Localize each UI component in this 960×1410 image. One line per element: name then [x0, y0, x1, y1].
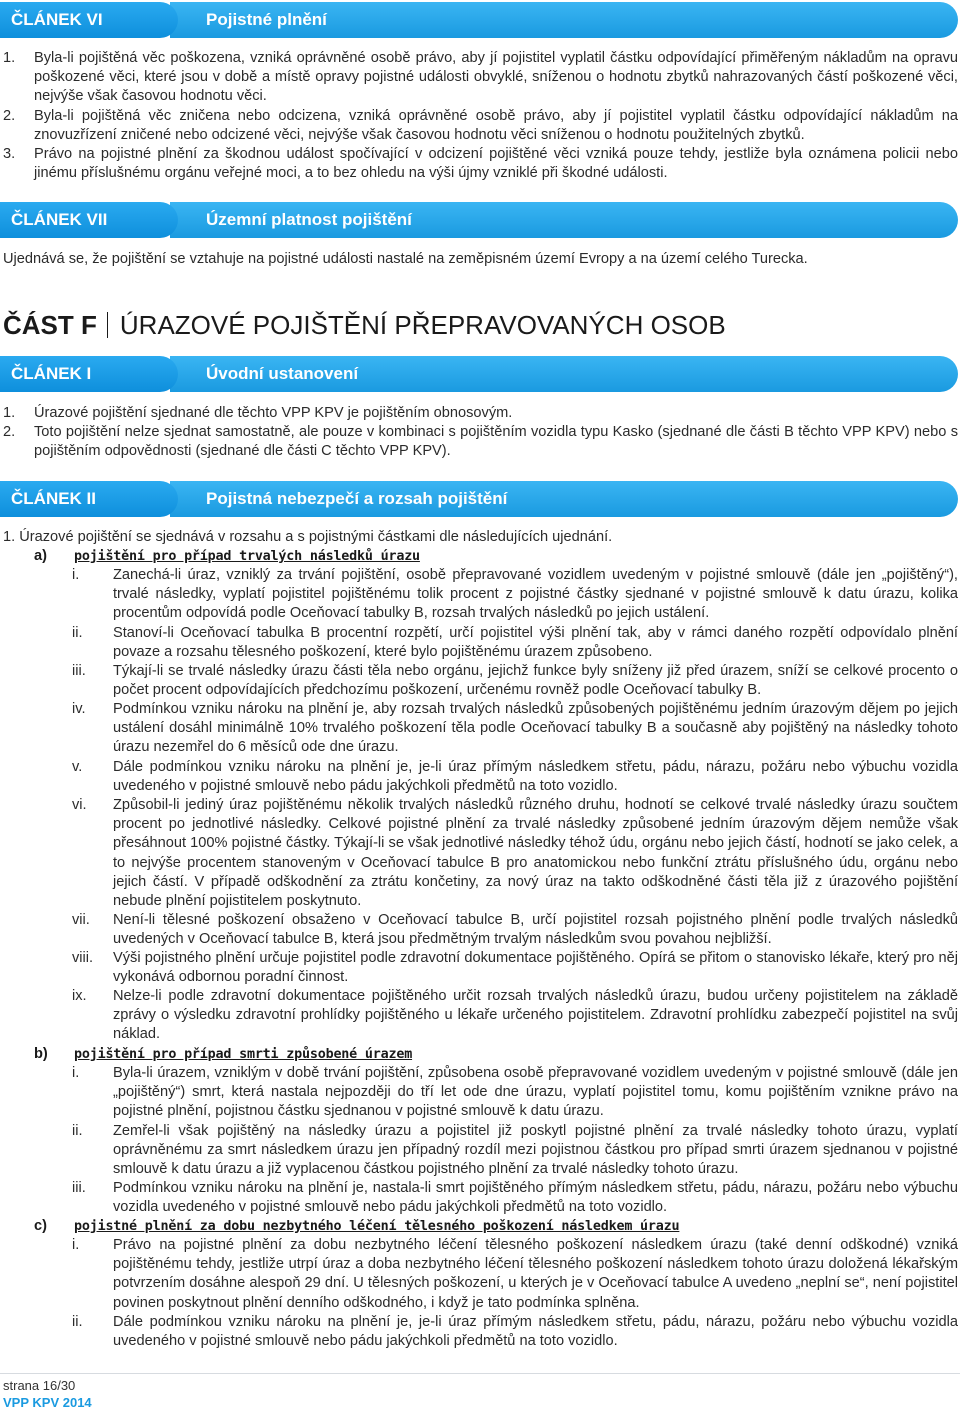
roman-number: ii.: [72, 625, 83, 641]
roman-text: Týkají-li se trvalé následky úrazu části těla nebo orgánu, jejichž funkce byly sníženy již před úrazem, sníží se celkové procento o počet procent odpovídajících předchozímu poškození, určenému rovněž podle Oceňovací tabulky B.: [113, 663, 958, 699]
article-ii-intro: 1. Úrazové pojištění se sjednává v rozsahu a s pojistnými částkami dle následujících ujednání.: [3, 529, 613, 545]
subsection-title: pojištění pro případ smrti způsobené úrazem: [74, 1047, 413, 1062]
roman-item: [72, 700, 958, 758]
roman-text: Dále podmínkou vzniku nároku na plnění je, je-li úraz přímým následkem střetu, pádu, nárazu, požáru nebo výbuchu vozidla uvedeného v pojistné smlouvě nebo pádu jakýchkoli předmětů na toto vozidlo.: [113, 759, 958, 795]
roman-item: [72, 1064, 958, 1122]
article-i-item: [3, 404, 958, 423]
article-vi-label: ČLÁNEK VI: [0, 2, 178, 38]
roman-item: [72, 1236, 958, 1313]
roman-item: [72, 1313, 958, 1351]
roman-number: iii.: [72, 1180, 86, 1196]
subsection-title: pojistné plnění za dobu nezbytného léčení tělesného poškození následkem úrazu: [74, 1219, 680, 1234]
part-divider: [107, 312, 108, 338]
roman-number: i.: [72, 1237, 80, 1253]
roman-item: [72, 624, 958, 662]
roman-text: Stanoví-li Oceňovací tabulka B procentní rozpětí, určí pojistitel výši plnění tak, aby v rámci daného rozpětí odpovídalo plnění povaze a rozsahu tělesného poškození, které bylo pojištěnému úrazem způsobeno.: [113, 625, 958, 661]
subsection-letter: a): [34, 548, 47, 564]
article-vi-header: [0, 2, 958, 38]
subsection-a-heading: [34, 547, 420, 566]
article-i-item: [3, 423, 958, 461]
roman-text: Právo na pojistné plnění za dobu nezbytného léčení tělesného poškození následkem úrazu (také denní odškodné) vzniká pojištěnému tehdy, jestliže utrpí úraz a doba nezbytného léčení tělesného poškození následkem tohoto úrazu doložená lékařským potvrzením dosáhne alespoň 29 dní. U tělesných poškození, u kterých je v Oceňovací tabulce A uvedeno „neplní se“, není pojistitel povinen poskytnout plnění denního odškodného, i když je tato podmínka splněna.: [113, 1237, 958, 1311]
article-ii-header: [0, 481, 958, 517]
document-code: VPP KPV 2014: [3, 1395, 92, 1410]
roman-item: [72, 796, 958, 911]
roman-text: Nelze-li podle zdravotní dokumentace pojištěného určit rozsah trvalých následků úrazu, budou určeny pojistitelem na základě zprávy o výsledku zdravotní prohlídky pojištěného u lékaře určeného pojistitelem. Zdravotní prohlídku zabezpečí pojistitel na svůj náklad.: [113, 988, 958, 1043]
roman-number: vii.: [72, 912, 90, 928]
roman-item: [72, 1122, 958, 1180]
item-number: 2.: [3, 108, 16, 124]
roman-text: Dále podmínkou vzniku nároku na plnění je, je-li úraz přímým následkem střetu, pádu, nárazu, požáru nebo výbuchu vozidla uvedeného v pojistné smlouvě nebo pádu jakýchkoli předmětů na toto vozidlo.: [113, 1314, 958, 1350]
roman-number: ii.: [72, 1123, 83, 1139]
page-number: strana 16/30: [3, 1378, 76, 1393]
roman-number: i.: [72, 567, 80, 583]
roman-number: v.: [72, 759, 83, 775]
roman-item: [72, 566, 958, 624]
item-number: 1.: [3, 405, 16, 421]
roman-number: i.: [72, 1065, 80, 1081]
roman-text: Podmínkou vzniku nároku na plnění je, aby rozsah trvalých následků způsobených pojištěnému jedním úrazovým dějem po jejich ustálení dosáhl minimálně 10% trvalého poškození těla podle Oceňovací tabulky B a současně aby pojištěný na následky tohoto úrazu nezemřel do 6 měsíců ode dne úrazu.: [113, 701, 958, 756]
article-vii-text: Ujednává se, že pojištění se vztahuje na pojistné události nastalé na zeměpisném území Evropy a na území celého Turecka.: [3, 251, 808, 267]
item-text: Byla-li pojištěná věc poškozena, vzniká oprávněné osobě právo, aby jí pojistitel vyplatil částku odpovídající přiměřeným nákladům na opravu poškozené věci, které jsou v době a místě opravy pojistné události obvyklé, sníženou o hodnotu zbytků nahrazovaných částí poškozené věci, nejvýše však časovou hodnotu věci.: [34, 50, 958, 105]
subsection-title: pojištění pro případ trvalých následků úrazu: [74, 549, 420, 564]
item-text: Úrazové pojištění sjednané dle těchto VPP KPV je pojištěním obnosovým.: [34, 405, 513, 421]
roman-text: Není-li tělesné poškození obsaženo v Oceňovací tabulce B, určí pojistitel rozsah pojistného plnění podle trvalých následků uvedených v Oceňovací tabulce B, která jsou předmětným trvalým následkům svou povahou nejbližší.: [113, 912, 958, 948]
roman-item: [72, 987, 958, 1045]
subsection-b-heading: [34, 1045, 412, 1064]
part-title: ÚRAZOVÉ POJIŠTĚNÍ PŘEPRAVOVANÝCH OSOB: [119, 310, 726, 340]
roman-number: vi.: [72, 797, 87, 813]
roman-text: Byla-li úrazem, vzniklým v době trvání pojištění, způsobena osobě přepravované vozidlem uvedeným v pojistné smlouvě (dále jen „pojištěný“) smrt, která nastala nejpozději do tří let ode dne úrazu, vyplatí pojistitel tomu, komu pojištěním vznikne právo na pojistné plnění, pojistnou částku sjednanou v pojistné smlouvě k datu úrazu.: [113, 1065, 958, 1120]
roman-item: [72, 758, 958, 796]
item-text: Byla-li pojištěná věc zničena nebo odcizena, vzniká oprávněné osobě právo, aby jí pojistitel vyplatil částku odpovídající nákladům na znovuzřízení zničené nebo odcizené věci, nejvýše však časovou hodnotu věci sníženou o hodnotu použitelných zbytků.: [34, 108, 958, 144]
footer-divider: [0, 1373, 960, 1374]
roman-text: Podmínkou vzniku nároku na plnění je, nastala-li smrt pojištěného přímým následkem střetu, pádu, nárazu, požáru nebo výbuchu vozidla uvedeného v pojistné smlouvě nebo pádu jakýchkoli předmětů na toto vozidlo.: [113, 1180, 958, 1216]
item-text: Toto pojištění nelze sjednat samostatně, ale pouze v kombinaci s pojištěním vozidla typu Kasko (sjednané dle části B těchto VPP KPV) nebo s pojištěním odpovědnosti (sjednané dle části C těchto VPP KPV).: [34, 424, 958, 460]
article-vi-item: [3, 49, 958, 107]
roman-text: Zemřel-li však pojištěný na následky úrazu a pojistitel již poskytl pojistné plnění za trvalé následky tohoto úrazu, vyplatí oprávněnému za smrt následkem úrazu jen případný rozdíl mezi pojistnou částkou pro případ smrti úrazem sjednanou v pojistné smlouvě k datu úrazu a již vyplacenou částkou pojistného plnění za trvalé následky tohoto úrazu.: [113, 1123, 958, 1178]
roman-item: [72, 662, 958, 700]
roman-item: [72, 1179, 958, 1217]
item-number: 2.: [3, 424, 16, 440]
roman-text: Zanechá-li úraz, vzniklý za trvání pojištění, osobě přepravované vozidlem uvedeným v pojistné smlouvě (dále jen „pojištěný“), trvalé následky, vyplatí pojistitel pojištěnému tolik procent z pojistné částky sjednané v pojistné smlouvě k datu úrazu, kolika procentům odpovídá podle Oceňovací tabulky B, rozsah trvalých následků po jejich ustálení.: [113, 567, 958, 622]
article-i-header: [0, 356, 958, 392]
roman-text: Výši pojistného plnění určuje pojistitel podle zdravotní dokumentace pojištěného. Opírá se přitom o stanovisko lékaře, který pro něj vykonává odbornou poradní činnost.: [113, 950, 958, 986]
roman-number: iv.: [72, 701, 86, 717]
roman-number: ix.: [72, 988, 87, 1004]
subsection-letter: c): [34, 1218, 47, 1234]
article-ii-label: ČLÁNEK II: [0, 481, 178, 517]
article-i-label: ČLÁNEK I: [0, 356, 178, 392]
article-vii-header: [0, 202, 958, 238]
roman-number: viii.: [72, 950, 94, 966]
part-key: ČÁST F: [3, 310, 97, 340]
part-heading: [3, 309, 726, 341]
article-vii-label: ČLÁNEK VII: [0, 202, 178, 238]
roman-item: [72, 911, 958, 949]
article-vii-title: Územní platnost pojištění: [170, 202, 958, 238]
roman-number: ii.: [72, 1314, 83, 1330]
article-vi-item: [3, 107, 958, 145]
subsection-c-heading: [34, 1217, 679, 1236]
item-number: 1.: [3, 50, 16, 66]
item-number: 3.: [3, 146, 16, 162]
roman-item: [72, 949, 958, 987]
item-text: Právo na pojistné plnění za škodnou událost spočívající v odcizení pojištěné věci vzniká pouze tehdy, jestliže byla oznámena policii nebo jinému příslušnému orgánu veřejné moci, a to bez ohledu na výši újmy vzniklé při škodné události.: [34, 146, 958, 182]
roman-text: Způsobil-li jediný úraz pojištěnému několik trvalých následků různého druhu, hodnotí se celkové trvalé následky úrazu součtem procent po jednotlivé následky. Celkové pojistné plnění za trvalé následky způsobené jedním úrazovým dějem nemůže však přesáhnout 100% pojistné částky. Týkají-li se však jednotlivé následky téhož údu, orgánu nebo jejich částí, hodnotí se jako celek, a to nejvýše procentem stanoveným v Oceňovací tabulce B pro anatomickou nebo funkční ztrátu příslušného údu, orgánu nebo jejich částí. V případě odškodnění za ztrátu končetiny, za nový úraz na takto odškodněné části těla již z úrazového pojištění nebude plnění pojistitelem poskytnuto.: [113, 797, 958, 910]
roman-number: iii.: [72, 663, 86, 679]
article-vi-title: Pojistné plnění: [170, 2, 958, 38]
article-vi-item: [3, 145, 958, 183]
article-ii-title: Pojistná nebezpečí a rozsah pojištění: [170, 481, 958, 517]
subsection-letter: b): [34, 1046, 48, 1062]
article-i-title: Úvodní ustanovení: [170, 356, 958, 392]
